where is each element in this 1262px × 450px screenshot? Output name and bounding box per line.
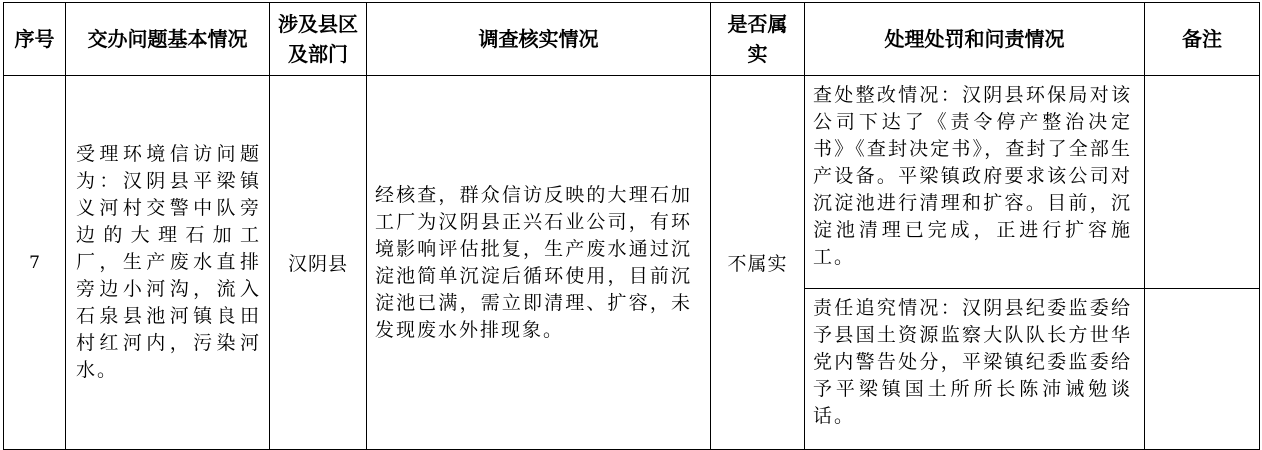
header-area: 涉及县区 及部门 <box>270 3 367 76</box>
row-notes-sub <box>1145 289 1260 450</box>
row-handling-accountability: 责任追究情况：汉阴县纪委监委给予县国土资源监察大队队长方世华党内警告处分，平梁镇纪委监委给予平梁镇国土所所长陈沛诫勉谈话。 <box>805 289 1145 450</box>
row-investigation: 经核查，群众信访反映的大理石加工厂为汉阴县正兴石业公司，有环境影响评估批复，生产废水通过沉淀池简单沉淀后循环使用，目前沉淀池已满，需立即清理、扩容，未发现废水外排现象。 <box>367 76 711 450</box>
case-table <box>3 2 1260 450</box>
header-no: 序号 <box>4 3 66 76</box>
row-notes <box>1145 76 1260 289</box>
header-row <box>4 3 1260 76</box>
header-handling: 处理处罚和问责情况 <box>805 3 1145 76</box>
header-notes: 备注 <box>1145 3 1260 76</box>
row-problem: 受理环境信访问题为：汉阴县平梁镇义河村交警中队旁边的大理石加工厂，生产废水直排旁边小河沟，流入石泉县池河镇良田村红河内，污染河水。 <box>66 76 270 450</box>
table-row <box>4 76 1260 289</box>
row-verdict: 不属实 <box>711 76 805 450</box>
row-handling-rectification: 查处整改情况：汉阴县环保局对该公司下达了《责令停产整治决定书》《查封决定书》，查封了全部生产设备。平梁镇政府要求该公司对沉淀池进行清理和扩容。目前，沉淀池清理已完成，正进行扩容施工。 <box>805 76 1145 289</box>
header-verdict: 是否属 实 <box>711 3 805 76</box>
header-investigation: 调查核实情况 <box>367 3 711 76</box>
header-problem: 交办问题基本情况 <box>66 3 270 76</box>
row-no: 7 <box>4 76 66 450</box>
row-area: 汉阴县 <box>270 76 367 450</box>
